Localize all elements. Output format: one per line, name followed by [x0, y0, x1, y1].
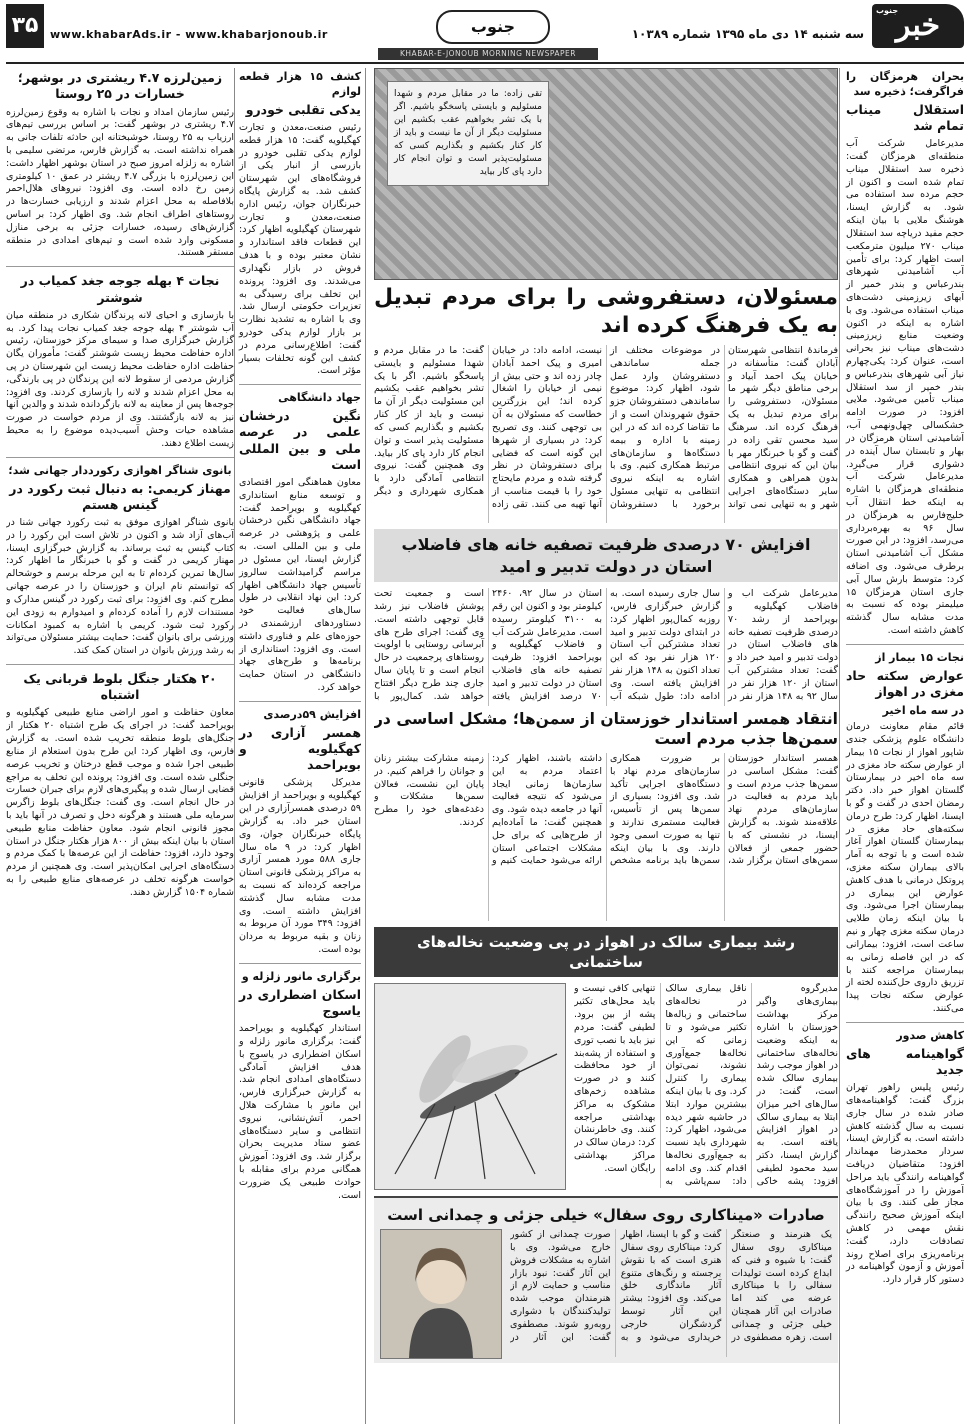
article-title: مهناز کریمی: به دنبال ثبت رکورد در گینس هستم: [9, 480, 231, 512]
article-body: همسر استاندار خوزستان گفت: مشکل اساسی در سمن‌ها جذب مردم است و باید مردم به فعالیت در سازمان‌های مردم نهاد علاقه‌مند شوند. به گزارش ایسنا، در نشستی که با حضور جمعی از فعالان سمن‌های استان برگزار شد، بر ضرورت همکاری سازمان‌های مردم نهاد با دستگاه‌های اجرایی تأکید شد. وی افزود: بسیاری از سمن‌ها پس از تأسیس، فعالیت مستمری ندارند و تنها به صورت اسمی وجود دارند. وی با بیان اینکه سمن‌ها باید برنامه مشخص داشته باشند، اظهار کرد: اعتماد مردم به این سازمان‌ها زمانی ایجاد می‌شود که نتیجه فعالیت آنها در جامعه دیده شود. وی همچنین گفت: ما آماده‌ایم از طرح‌هایی که برای حل مشکلات اجتماعی استان ارائه می‌شود حمایت کنیم و زمینه مشارکت بیشتر زنان و جوانان را فراهم کنیم. در پایان این نشست، فعالان سمن‌ها مشکلات و دغدغه‌های خود را مطرح کردند.: [374, 752, 838, 867]
main-headline: مسئولان، دستفروشی را برای مردم تبدیل به یک فرهنگ کرده اند: [374, 285, 838, 338]
pottery-article: [374, 1196, 838, 1363]
article-body: یک هنرمند و صنعتگر میناکاری روی سفال گفت: با شیوه و فنی که ابداع کرده است تولیدات سفالی را با میناکاری عرضه می کند اما صادرات این آثار همچنان خیلی جزئی و چمدانی است. زهره مصطفوی در گفت و گو با ایسنا، اظهار کرد: میناکاری روی سفال هنری است که با نقوش برجسته و رنگ‌های متنوع آثار ماندگاری خلق می‌کند. وی افزود: بیشتر این آثار توسط گردشگران خارجی خریداری می‌شود و به صورت چمدانی از کشور خارج می‌شود. وی با اشاره به مشکلات فروش این آثار گفت: نبود بازار مناسب و حمایت لازم از هنرمندان موجب شده تولیدکنندگان با دشواری روبه‌رو شوند. مصطفوی گفت: این آثار در: [510, 1229, 832, 1343]
middle-column: [234, 68, 366, 1424]
article-title: ۲۰ هکتار جنگل بلوط قربانی یک اشتباه: [23, 670, 217, 703]
mosquito-icon: [375, 984, 565, 1189]
article-title: عوارض سکته حاد مغزی در اهواز: [846, 667, 964, 699]
article-title: همسر آزاری در کهگیلویه و بویراحمد: [239, 724, 361, 773]
page-number: ۳۵: [6, 4, 44, 48]
divider: [846, 1022, 964, 1023]
article-kicker: نجات ۱۵ بیمار از: [875, 650, 964, 664]
mosquito-article-body: [574, 983, 838, 1188]
divider: [239, 701, 361, 702]
article-title: استقلال میناب تمام شد: [846, 101, 964, 133]
article-title: نگین درخشان علمی در عرصه ملی و بین المللی است: [239, 408, 361, 472]
issue-line: سه شنبه ۱۴ دی ماه ۱۳۹۵ شماره ۱۰۳۸۹: [631, 27, 864, 41]
mosquito-image: [374, 983, 566, 1190]
article-body: فرماندهٔ انتظامی شهرستان آبادان گفت: متأسفانه در خیابان پیک احمد آبیاد و برخی مناطق دیگر شهر ما مسئولان، دستفروشی را برای مردم تبدیل به یک فرهنگ کرده اند. سرهنگ سید محسن تقی زاده در گفت و گو با خبرنگار مهر با بیان این که نیروی انتظامی بدون همراهی و همکاری سایر دستگاه‌های اجرایی شهر و به تنهایی نمی تواند در موضوعات مختلف از جمله ساماندهی دستفروشان وارد عمل شود، اظهار کرد: موضوع ساماندهی دستفروشان جزو حقوق شهروندان است و از ما تقاضا کرده اند که در این زمینه با اداره و بیمه دستگاه‌ها و سازمان‌های مرتبط همکاری کنیم. وی با اشاره به اینکه نیروی انتظامی به تنهایی مسئول برخورد با دستفروشان نیست، ادامه داد: در خیابان امیری و پیک احمد آبادان چادر زده اند و حتی بیش از نیمی از خیابان را اشغال کرده اند؛ این بزرگترین خطاست که مسئولان به آن بی توجهی کنند. وی تصریح کرد: در بسیاری از شهرها این گونه است که فضایی برای دستفروشان در نظر گرفته شده و مردم مایحتاج خود را با قیمت مناسب از آنها تهیه می کنند. تقی زاده گفت: ما در مقابل مردم و شهدا مسئولیم و بایستی پاسخگو باشیم. اگر با یک تشر بخواهیم عقب بکشیم این مسئولیت دیگر از آن ما نیست و باید از کار کنار بکشیم و بگذاریم کسی که مسئولیت پذیر است و توان انجام کار دارد پای کار بیاید. وی همچنین گفت: نیروی انتظامی آمادگی دارد با همکاری شهرداری و دیگر: [374, 345, 838, 510]
article-body: مدیرعامل شرکت آب منطقه‌ای هرمزگان گفت: ذخیره سد استقلال میناب تمام شده است و اکنون از حجم مرده سد استفاده می شود. به گزارش ایسنا، هوشنگ ملایی با بیان اینکه حجم مفید دریاچه سد استقلال میناب ۲۷۰ میلیون مترمکعب است اظهار کرد: برای تأمین آب آشامیدنی شهرهای بندرعباس و بندر خمیر از آبهای زیرزمینی دشت‌های میناب استفاده می‌شود. وی با اشاره به اینکه در اکنون وضعیت منابع زیرزمینی دشت‌های میناب نیز بحرانی است، عنوان کرد: یکی‌چهارم نیاز آبی شهرهای بندرعباس و بندر خمیر از سد استقلال میناب تأمین می‌شود. ملایی افزود: در صورت ادامه خشکسالی چهل‌ونهمی آب، آشامیدنی استان هرمزگان در بهار و تابستان سال آینده در دشواری قرار می‌گیرد. مدیرعامل شرکت آب منطقه‌ای هرمزگان با اشاره به اینکه خط انتقال آب خلیج‌فارس به هرمزگان در سال ۹۶ به بهره‌برداری می‌رسد، افزود: در این صورت مشکل آب آشامیدنی استان برطرف می‌شود. وی اضافه کرد: متوسط بارش سال آبی جاری استان هرمزگان ۱۵ میلیمتر بوده که نسبت به مدت مشابه سال گذشته کاهش داشته است.: [846, 138, 964, 637]
divider: [6, 266, 234, 267]
article-body: معاون هماهنگی امور اقتصادی و توسعه منابع استانداری کهگیلویه و بویراحمد گفت: جهاد دانشگاهی نگین درخشان علمی و پژوهشی در عرصه ملی و بین المللی است. به گزارش ایسنا، این مسئول در مراسم گرامیداشت سالروز تأسیس جهاد دانشگاهی اظهار کرد: این نهاد انقلابی در طول سال‌های فعالیت خود دستاوردهای ارزشمندی در حوزه‌های علم و فناوری داشته است. وی افزود: استانداری از برنامه‌ها و طرح‌های جهاد دانشگاهی در استان حمایت خواهد کرد.: [239, 477, 361, 694]
website-line: www.khabarAds.ir - www.khabarjonoub.ir: [50, 28, 328, 41]
market-photo: [374, 68, 838, 280]
pottery-headline: صادرات «میناکاری روی سفال» خیلی جزئی و چمدانی است: [387, 1206, 825, 1225]
newspaper-page: [6, 4, 964, 1424]
english-name-band: KHABAR-E-JONOUB MORNING NEWSPAPER: [378, 48, 598, 60]
section-label: جنوب: [436, 10, 550, 44]
article-body: بانوی شناگر اهوازی موفق به ثبت رکورد جهانی شنا در آب‌های آزاد شد و اکنون در تلاش است این رکورد را در کتاب گینس به ثبت برساند. به گزارش خبرگزاری ایسنا، مهناز کریمی در گفت و گو با خبرنگار ما اظهار کرد: سال‌ها تمرین کرده‌ام تا به این مرحله برسم و خوشحالم که توانستم نام ایران و خوزستان را در عرصه جهانی مطرح کنم. وی افزود: برای ثبت رکورد در گینس مدارک و مستندات لازم را آماده کرده‌ام و امیدوارم به زودی این رکورد ثبت شود. کریمی با اشاره به کمبود امکانات ورزشی برای بانوان گفت: حمایت بیشتر مسئولان می‌تواند به رشد ورزش بانوان در استان کمک کند.: [6, 517, 234, 657]
article-body: مدیرعامل شرکت آب و فاضلاب کهگیلویه و بویراحمد از رشد ۷۰ درصدی ظرفیت تصفیه خانه های فاضلاب استان در دولت تدبیر و امید خبر داد و گفت: تعداد مشترکین آب استان از ۱۲۰ هزار نفر در سال ۹۲ به ۱۴۸ هزار نفر در سال جاری رسیده است. به گزارش خبرگزاری فارس، روزبه کمال‌پور اظهار کرد: در ابتدای دولت تدبیر و امید تعداد مشترکین آب استان ۱۲۰ هزار نفر بود که این تعداد اکنون به ۱۴۸ هزار نفر افزایش یافته است. وی ادامه داد: طول شبکه آب استان در سال ۹۲، ۲۴۶۰ کیلومتر بود و اکنون این رقم به ۳۱۰۰ کیلومتر رسیده است. مدیرعامل شرکت آب و فاضلاب کهگیلویه و بویراحمد افزود: ظرفیت تصفیه خانه های فاضلاب استان در دولت تدبیر و امید ۷۰ درصد افزایش یافته است و جمعیت تحت پوشش فاضلاب نیز رشد قابل توجهی داشته است. وی گفت: اجرای طرح های آبرسانی روستایی با اولویت روستاهای پرجمعیت در حال انجام است و تا پایان سال جاری چند طرح دیگر افتتاح خواهد شد. کمال‌پور با: [374, 588, 838, 702]
article-title: زمین‌لرزه ۴.۷ ریشتری در بوشهر؛ خسارات در ۲۵ روستا: [17, 70, 223, 102]
article-title: گواهینامه های جدید: [846, 1045, 964, 1077]
ahvaz-headline: انتقاد همسر استاندار خوزستان از سمن‌ها؛ مشکل اساسی در سمن‌ها جذب مردم است: [374, 710, 838, 748]
left-column: [6, 68, 234, 1424]
article-kicker: بحران هرمزگان را فراگرفت؛ ذخیره سد: [846, 70, 964, 98]
article-body: معاون حفاظت و امور اراضی منابع طبیعی کهگیلویه و بویراحمد گفت: در اجرای یک طرح اشتباه ۲۰ هکتار از جنگل‌های بلوط منطقه تخریب شده است. به گزارش فارس، وی اظهار کرد: این طرح بدون استعلام از منابع طبیعی اجرا شده و موجب قطع درختان و تخریب عرصه جنگلی شده است. وی افزود: پرونده این تخلف به مراجع قضایی ارسال شده و پیگیری‌های لازم برای جبران خسارت در حال انجام است. وی گفت: جنگل‌های بلوط زاگرس سرمایه ملی هستند و هرگونه دخل و تصرف در آنها باید با مجوز قانونی انجام شود. معاون حفاظت منابع طبیعی استان با بیان اینکه بیش از ۸۰۰ هزار هکتار جنگل در استان وجود دارد، افزود: حفاظت از این عرصه‌ها با کمک مردم و دستگاه‌های اجرایی امکان‌پذیر است. وی همچنین از مردم خواست هرگونه تخلف در عرصه‌های منابع طبیعی را به شماره ۱۵۰۴ گزارش دهند.: [6, 707, 234, 898]
logo-text: خبر: [895, 8, 941, 43]
newspaper-logo: [872, 4, 964, 48]
article-title: اسکان اضطراری در یاسوج: [239, 986, 361, 1018]
pottery-article-body: [510, 1229, 832, 1357]
logo-sub: جنوب: [876, 6, 899, 15]
mosquito-headline: رشد بیماری سالک در اهواز در پی وضعیت نخاله‌های ساختمانی: [374, 927, 838, 978]
article-body: مدیرگروه بیماری‌های واگیر مرکز بهداشت خوزستان با اشاره به اینکه وضعیت نخاله‌های ساختمانی در اهواز موجب رشد بیماری سالک شده است، گفت: در سال‌های اخیر میزان ابتلا به بیماری سالک در اهواز افزایش یافته است. به گزارش ایسنا، دکتر سید محمود لطیفی افزود: پشه خاکی ناقل بیماری سالک در نخاله‌های ساختمانی و زباله‌ها تکثیر می‌شود و تا زمانی که این نخاله‌ها جمع‌آوری نشوند، نمی‌توان بیماری را کنترل کرد. وی با بیان اینکه بیشترین موارد ابتلا در حاشیه شهر دیده می‌شود، اظهار کرد: شهرداری باید نسبت به جمع‌آوری نخاله‌ها اقدام کند. وی ادامه داد: سم‌پاشی به تنهایی کافی نیست و باید محل‌های تکثیر پشه از بین برود. لطیفی گفت: مردم نیز باید با نصب توری و استفاده از پشه‌بند از خود محافظت کنند و در صورت مشاهده زخم‌های مشکوک به مراکز بهداشتی مراجعه کنند. وی خاطرنشان کرد: درمان سالک در مراکز بهداشتی رایگان است.: [574, 983, 838, 1187]
article-body: رئیس سازمان امداد و نجات با اشاره به وقوع زمین‌لرزه ۴.۷ ریشتری در بوشهر گفت: بر اساس بررسی تیم‌های ارزیاب به ۲۵ روستا، خوشبختانه این حادثه تلفات جانی به همراه نداشته است. به گزارش فارس، مرتضی سلیمی با اشاره به زلزله امروز صبح در استان بوشهر اظهار داشت: این زمین‌لرزه با بزرگی ۴.۷ ریشتر در عمق ۱۰ کیلومتری زمین رخ داده است. وی افزود: نیروهای هلال‌احمر بلافاصله به محل اعزام شدند و ارزیابی خسارت‌ها در روستاهای اطراف انجام شد. وی اظهار کرد: بر اساس گزارش‌های رسیده، خسارات جزئی به برخی منازل مسکونی وارد شده است و تیم‌های امدادی در منطقه مستقر هستند.: [6, 106, 234, 259]
article-kicker: افزایش ۵۹درصدی: [263, 707, 361, 721]
article-kicker: برگزاری مانور زلزله و: [241, 969, 361, 983]
divider: [846, 644, 964, 645]
divider: [239, 963, 361, 964]
article-kicker: کشف ۱۵ هزار قطعه لوازم: [239, 70, 361, 98]
center-column: [374, 68, 838, 1424]
article-body: قائم مقام معاونت درمان دانشگاه علوم پزشکی جندی شاپور اهواز از نجات ۱۵ بیمار از عوارض سکته حاد مغزی در سه ماه اخیر در بیمارستان گلستان اهواز خبر داد. دکتر رمضان احدی در گفت و گو با ایسنا، اظهار کرد: طرح درمان سکته‌های حاد مغزی در بیمارستان گلستان اهواز آغاز شده است و با توجه به آمار بالای بیماران سکته مغزی، پروتکل درمانی با هدف کاهش عوارض این بیماری در بیمارستان اجرا می‌شود. وی با بیان اینکه زمان طلایی درمان سکته مغزی چهار و نیم ساعت است، افزود: بیمارانی که در این فاصله زمانی به بیمارستان مراجعه کنند با تزریق داروی حل‌کننده لخته از عوارض سکته نجات پیدا می‌کنند.: [846, 721, 964, 1014]
article-body: رئیس صنعت،معدن و تجارت کهگیلویه گفت: ۱۵ هزار قطعه لوازم یدکی تقلبی خودرو در بازرسی از انبار یکی از فروشگاه‌های این شهرستان کشف شد. به گزارش پایگاه خبرنگاران جوان، رئیس اداره صنعت،معدن و تجارت شهرستان کهگیلویه اظهار کرد: این قطعات فاقد استاندارد و نشان معتبر بوده و با هدف فروش در بازار نگهداری می‌شدند. وی افزود: پرونده این تخلف برای رسیدگی به تعزیرات حکومتی ارسال شد. وی با اشاره به تشدید نظارت بر بازار لوازم یدکی خودرو گفت: اطلاع‌رسانی مردم در کشف این گونه تخلفات بسیار مؤثر است.: [239, 121, 362, 377]
article-title: نجات ۴ بهله جوجه جغد کمیاب در شوشتر: [20, 273, 220, 305]
person-icon: [381, 1230, 501, 1358]
article-subtitle: در سه ماه اخیر: [882, 704, 964, 718]
mosquito-article: [374, 983, 838, 1190]
right-column: [839, 68, 964, 1424]
article-body: مدیرکل پزشکی قانونی کهگیلویه و بویراحمد از افزایش ۵۹ درصدی همسرآزاری در این استان خبر داد. به گزارش پایگاه خبرنگاران جوان، وی اظهار کرد: در ۹ ماه سال جاری ۵۸۸ مورد همسر آزاری به مراکز پزشکی قانونی استان مراجعه کرده‌اند که نسبت به مدت مشابه سال گذشته افزایش داشته است. وی افزود: ۳۴۹ مورد آن مربوط به زنان و بقیه مربوط به مردان بوده است.: [239, 777, 362, 955]
divider: [6, 457, 234, 458]
main-article-body: [374, 345, 838, 523]
article-body: استاندار کهگیلویه و بویراحمد گفت: برگزاری مانور زلزله و اسکان اضطراری در یاسوج با هدف افزایش آمادگی دستگاه‌های امدادی انجام شد. به گزارش خبرگزاری فارس، این مانور با مشارکت هلال احمر، آتش‌نشانی، نیروی انتظامی و سایر دستگاه‌های عضو ستاد مدیریت بحران برگزار شد. وی افزود: آموزش همگانی مردم برای مقابله با حوادث طبیعی یک ضرورت است.: [239, 1023, 361, 1201]
article-body: با بازسازی و احیای لانه پرندگان شکاری در منطقه میان آب شوشتر ۴ بهله جوجه جغد کمیاب نجات پیدا کرد. به گزارش خبرگزاری صدا و سیمای مرکز خوزستان، رئیس اداره حفاظت محیط زیست شوشتر گفت: مأموران یگان حفاظت اداره حفاظت محیط زیست این شهرستان در پی گزارش مردمی از سقوط لانه این پرندگان در پی بارندگی، به محل اعزام شدند و لانه را بازسازی کردند. وی افزود: جوجه‌ها پس از معاینه به لانه بازگردانده شدند و والدین آنها نیز به لانه بازگشتند. وی از مردم خواست در صورت مشاهده حیات وحش آسیب‌دیده موضوع را به محیط زیست اطلاع دهند.: [6, 309, 234, 449]
artist-portrait: [380, 1229, 502, 1359]
water-headline: افزایش ۷۰ درصدی ظرفیت تصفیه خانه های فاضلاب استان در دولت تدبیر و امید: [374, 529, 838, 582]
masthead: [6, 4, 964, 64]
article-kicker: کاهش صدور: [896, 1028, 964, 1042]
water-article-body: [374, 588, 838, 706]
article-kicker: جهاد دانشگاهی: [278, 391, 361, 405]
divider: [239, 384, 361, 385]
article-body: رئیس پلیس راهور تهران بزرگ گفت: گواهینامه‌های صادر شده در سال جاری نسبت به سال گذشته کاهش داشته است. به گزارش ایسنا، سردار محمدرضا مهماندار افزود: متقاضیان دریافت گواهینامه رانندگی باید مراحل آموزش را در آموزشگاه‌های مجاز طی کنند. وی با بیان اینکه آموزش صحیح رانندگی نقش مهمی در کاهش تصادفات دارد، گفت: برنامه‌ریزی برای اصلاح روند آموزش و آزمون گواهینامه در دستور کار قرار دارد.: [846, 1082, 964, 1286]
article-title: یدکی تقلبی خودرو: [245, 101, 361, 117]
photo-caption: تقی زاده: ما در مقابل مردم و شهدا مسئولیم و بایستی پاسخگو باشیم. اگر با یک تشر بخواهیم عقب بکشیم این مسئولیت دیگر از آن ما نیست و باید از کار کنار بکشیم و بگذاریم کسی که مسئولیت‌پذیر است و توان انجام کار دارد پای کار بیاید: [387, 81, 549, 186]
ahvaz-article-body: [374, 753, 838, 921]
divider: [6, 664, 234, 665]
pottery-article-row: [380, 1229, 832, 1359]
article-kicker: بانوی شناگر اهوازی رکورددار جهانی شد؛: [8, 463, 232, 477]
